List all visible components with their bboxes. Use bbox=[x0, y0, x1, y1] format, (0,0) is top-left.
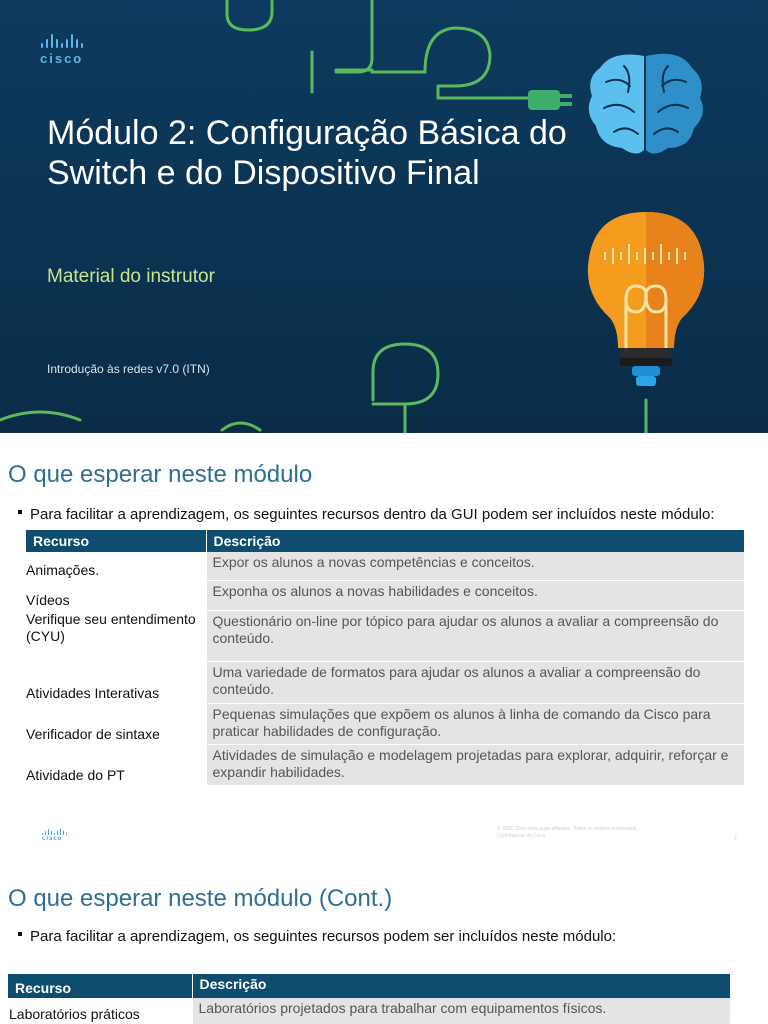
table-row bbox=[26, 580, 744, 610]
resource-cell: Verifique seu entendimento (CYU) bbox=[26, 610, 206, 661]
slide-title: O que esperar neste módulo bbox=[8, 461, 313, 488]
resources-table bbox=[8, 974, 731, 1024]
description-cell: Questionário on-line por tópico para ajudar os alunos a avaliar a compreensão do conteúdo. bbox=[206, 610, 744, 661]
description-cell: Uma variedade de formatos para ajudar os alunos a avaliar a compreensão do conteúdo. bbox=[206, 661, 744, 703]
slide-what-to-expect bbox=[0, 433, 768, 860]
page-number: 2 bbox=[734, 835, 737, 841]
column-header-description: Descrição bbox=[206, 530, 744, 552]
slide-title: O que esperar neste módulo (Cont.) bbox=[8, 885, 393, 912]
bullet-marker bbox=[18, 510, 22, 514]
resource-cell: Laboratórios práticos bbox=[8, 998, 192, 1024]
resource-cell: Atividade do PT bbox=[26, 744, 206, 785]
table-row bbox=[26, 703, 744, 744]
bullet-text: Para facilitar a aprendizagem, os seguintes recursos podem ser incluídos neste módulo: bbox=[30, 928, 617, 945]
bullet-text: Para facilitar a aprendizagem, os seguintes recursos dentro da GUI podem ser incluídos neste módulo: bbox=[30, 506, 715, 523]
resource-cell: Verificador de sintaxe bbox=[26, 703, 206, 744]
slide-title: Módulo 2: Configuração Básica do Switch e do Dispositivo Final bbox=[47, 114, 567, 192]
description-cell: Expor os alunos a novas competências e conceitos. bbox=[206, 552, 744, 580]
slide-subtitle: Material do instrutor bbox=[47, 266, 215, 287]
lightbulb-icon bbox=[588, 212, 704, 386]
description-cell: Pequenas simulações que expõem os alunos à linha de comando da Cisco para praticar habilidades de configuração. bbox=[206, 703, 744, 744]
slide-what-to-expect-cont bbox=[0, 860, 768, 1024]
resource-cell: Vídeos bbox=[26, 580, 206, 610]
footer-copyright: © 2016 Cisco e/ou suas afiliadas. Todos os direitos reservados. Confidencial da Cisco bbox=[497, 826, 638, 839]
description-cell: Exponha os alunos a novas habilidades e conceitos. bbox=[206, 580, 744, 610]
table-row bbox=[26, 661, 744, 703]
table-row bbox=[26, 552, 744, 580]
resources-table bbox=[26, 530, 745, 786]
title-slide bbox=[0, 0, 768, 433]
cisco-logo: cisco bbox=[40, 34, 110, 70]
column-header-resource: Recurso bbox=[8, 974, 192, 998]
description-cell: Atividades de simulação e modelagem projetadas para explorar, adquirir, reforçar e expandir habilidades. bbox=[206, 744, 744, 785]
table-row bbox=[8, 998, 730, 1024]
column-header-resource: Recurso bbox=[26, 530, 206, 552]
column-header-description: Descrição bbox=[192, 974, 730, 998]
course-name: Introdução às redes v7.0 (ITN) bbox=[47, 362, 210, 376]
footer-cisco-logo: cisco bbox=[42, 829, 74, 842]
description-cell: Laboratórios projetados para trabalhar com equipamentos físicos. bbox=[192, 998, 730, 1024]
resource-cell: Atividades Interativas bbox=[26, 661, 206, 703]
bullet-point bbox=[18, 928, 738, 946]
resource-cell: Animações. bbox=[26, 552, 206, 580]
table-row bbox=[26, 744, 744, 785]
table-header-row bbox=[8, 974, 730, 998]
table-row bbox=[26, 610, 744, 661]
bullet-marker bbox=[18, 932, 22, 936]
table-header-row bbox=[26, 530, 744, 552]
bullet-point bbox=[18, 506, 738, 528]
